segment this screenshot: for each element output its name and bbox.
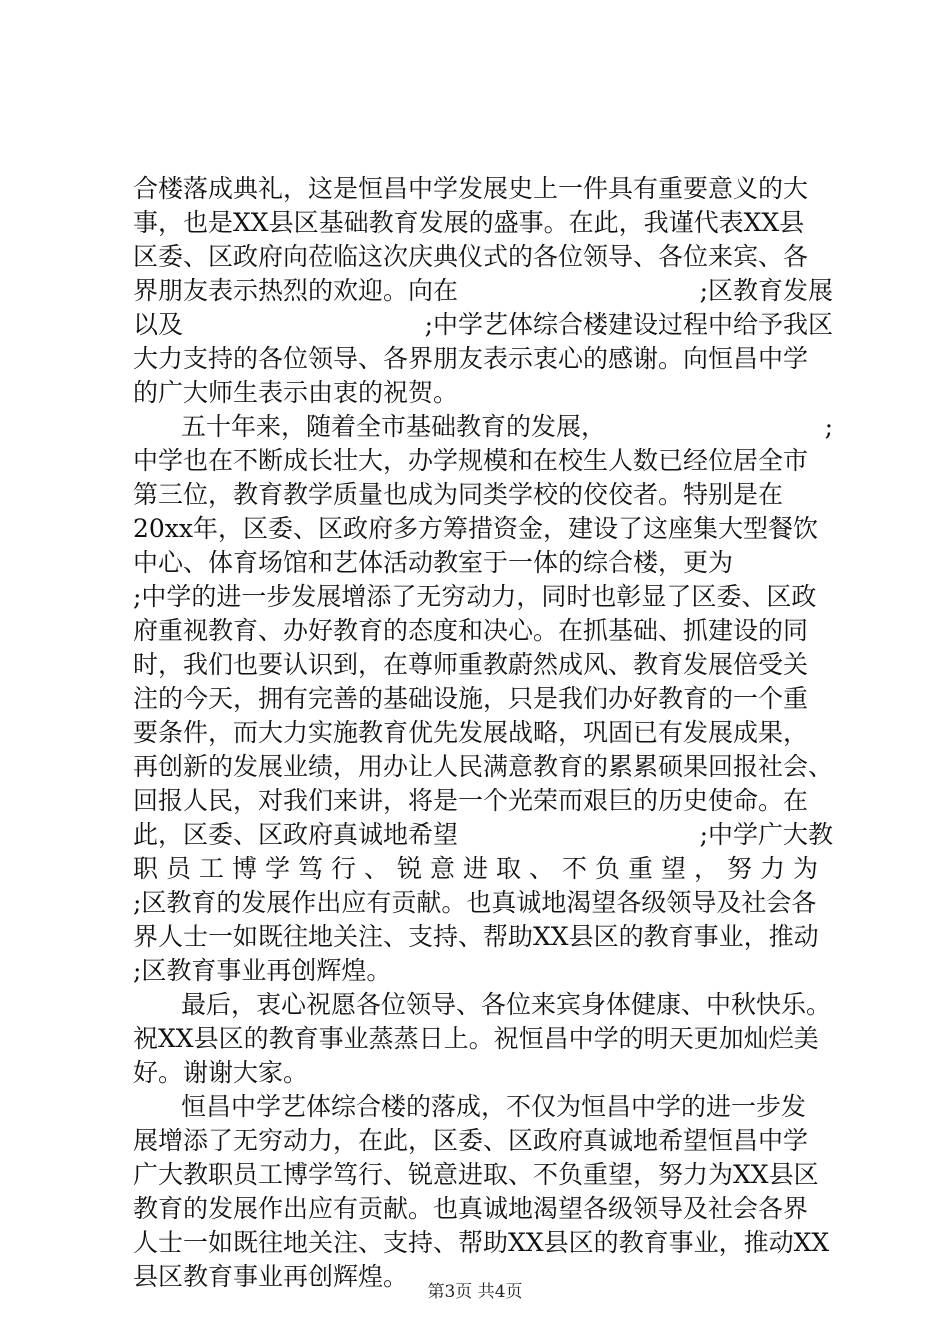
- text-line: 中心、体育场馆和艺体活动教室于一体的综合楼，更为: [133, 548, 734, 577]
- text-fragment: ;: [824, 412, 833, 441]
- text-line-split: [133, 274, 833, 308]
- text-line: 20xx年，区委、区政府多方筹措资金，建设了这座集大型餐饮: [133, 514, 819, 543]
- text-line: 界人士一如既往地关注、支持、帮助XX县区的教育事业，推动: [133, 922, 819, 951]
- text-line: 广大教职员工博学笃行、锐意进取、不负重望，努力为XX县区: [133, 1160, 819, 1189]
- text-line: 注的今天，拥有完善的基础设施，只是我们办好教育的一个重: [133, 684, 809, 713]
- text-line-split: [133, 818, 833, 852]
- text-line-split: [133, 308, 833, 342]
- text-line: 中学也在不断成长壮大，办学规模和在校生人数已经位居全市: [133, 446, 809, 475]
- text-line: ;中学的进一步发展增添了无穷动力，同时也彰显了区委、区政: [133, 582, 817, 611]
- text-line: 教育的发展作出应有贡献。也真诚地渴望各级领导及社会各界: [133, 1194, 809, 1223]
- text-line: 职员工博学笃行、锐意进取、不负重望，努力为: [133, 854, 827, 883]
- text-line: 府重视教育、办好教育的态度和决心。在抓基础、抓建设的同: [133, 616, 809, 645]
- text-fragment: 五十年来，随着全市基础教育的发展，: [181, 412, 607, 441]
- text-fragment: ;中学艺体综合楼建设过程中给予我区: [424, 310, 833, 339]
- text-line: 县区教育事业再创辉煌。: [133, 1262, 409, 1291]
- text-line: 时，我们也要认识到，在尊师重教蔚然成风、教育发展倍受关: [133, 650, 809, 679]
- text-line: 最后，衷心祝愿各位领导、各位来宾身体健康、中秋快乐。: [181, 990, 832, 1019]
- text-fragment: 此，区委、区政府真诚地希望: [133, 820, 459, 849]
- text-line: ;区教育的发展作出应有贡献。也真诚地渴望各级领导及社会各: [133, 888, 817, 917]
- text-line-split: [181, 410, 833, 444]
- text-line: 展增添了无穷动力，在此，区委、区政府真诚地希望恒昌中学: [133, 1126, 809, 1155]
- text-line: 事，也是XX县区基础教育发展的盛事。在此，我谨代表XX县: [133, 208, 805, 237]
- text-line: 回报人民，对我们来讲，将是一个光荣而艰巨的历史使命。在: [133, 786, 809, 815]
- page-number-footer: 第3页 共4页: [427, 1282, 523, 1302]
- text-line: 大力支持的各位领导、各界朋友表示衷心的感谢。向恒昌中学: [133, 344, 809, 373]
- text-line: 祝XX县区的教育事业蒸蒸日上。祝恒昌中学的明天更加灿烂美: [133, 1024, 819, 1053]
- text-fragment: 界朋友表示热烈的欢迎。向在: [133, 276, 459, 305]
- text-line: 再创新的发展业绩，用办让人民满意教育的累累硕果回报社会、: [133, 752, 834, 781]
- text-line: 第三位，教育教学质量也成为同类学校的佼佼者。特别是在: [133, 480, 784, 509]
- text-line: 恒昌中学艺体综合楼的落成，不仅为恒昌中学的进一步发: [181, 1092, 807, 1121]
- text-line: ;区教育事业再创辉煌。: [133, 956, 392, 985]
- text-fragment: ;区教育发展: [699, 276, 833, 305]
- text-line: 的广大师生表示由衷的祝贺。: [133, 378, 459, 407]
- text-line: 要条件，而大力实施教育优先发展战略，巩固已有发展成果，: [133, 718, 809, 747]
- text-fragment: 以及: [133, 310, 184, 339]
- text-line: 区委、区政府向莅临这次庆典仪式的各位领导、各位来宾、各: [133, 242, 809, 271]
- text-fragment: ;中学广大教: [699, 820, 833, 849]
- text-line: 合楼落成典礼，这是恒昌中学发展史上一件具有重要意义的大: [133, 174, 809, 203]
- text-line: 人士一如既往地关注、支持、帮助XX县区的教育事业，推动XX: [133, 1228, 830, 1257]
- text-line: 好。谢谢大家。: [133, 1058, 309, 1087]
